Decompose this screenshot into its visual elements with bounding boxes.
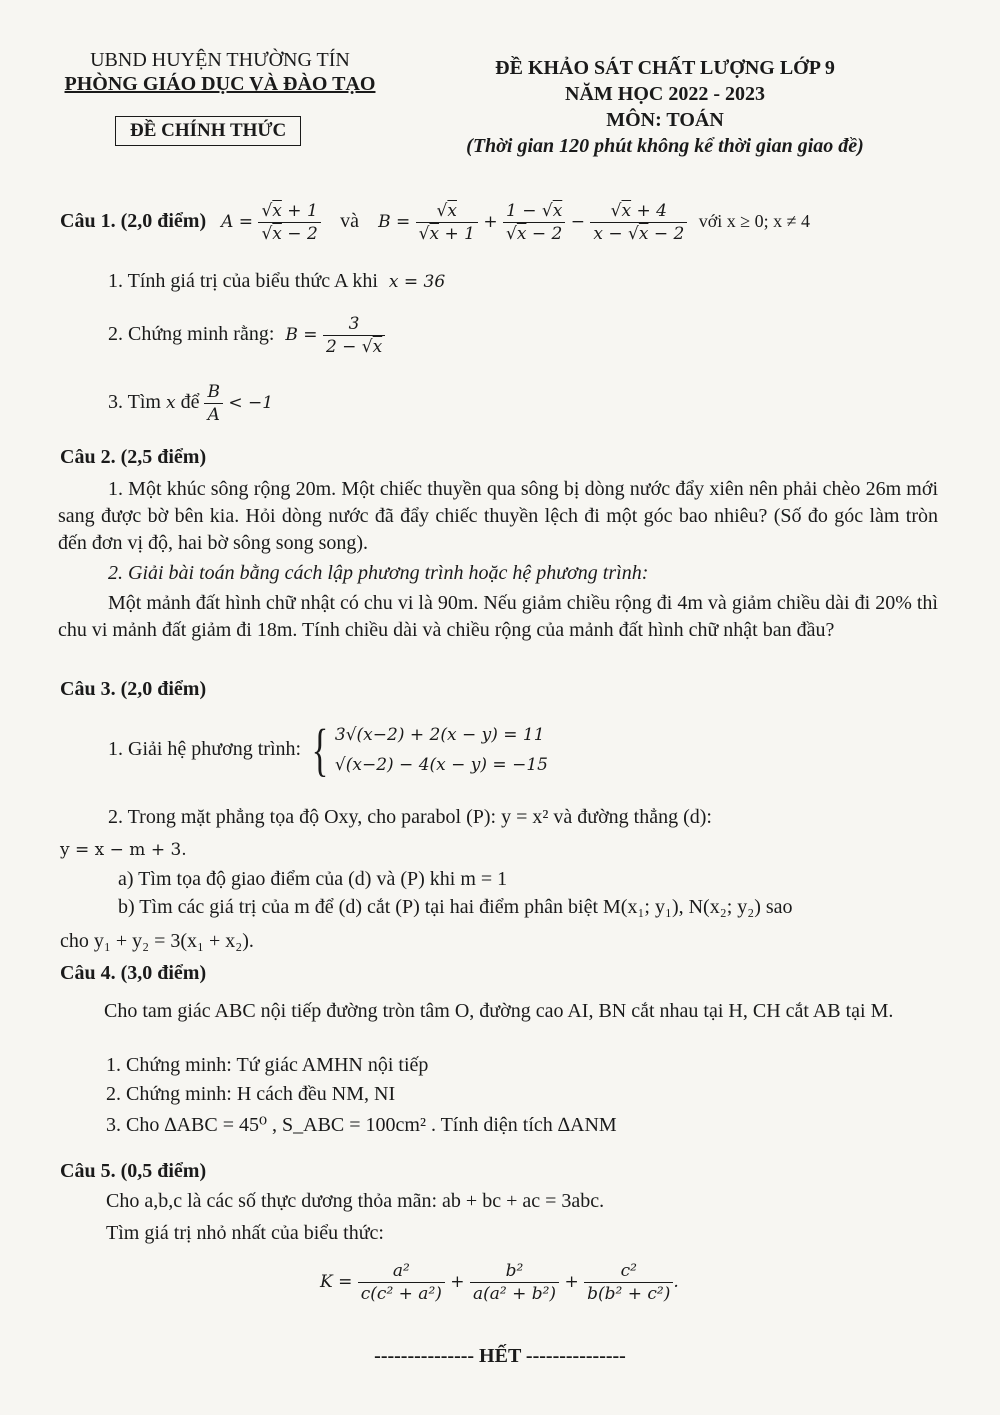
header-left bbox=[55, 48, 385, 96]
q5-title: Câu 5. (0,5 điểm) bbox=[60, 1160, 207, 1182]
frac-a: $\frac{√x + 1}{√x - 2}$ bbox=[258, 200, 320, 245]
expr-b: B = $\frac{√x}{√x + 1}$ + $\frac{1 - √x}{√x - 2}$ − $\frac{√x + 4}{x - √x - 2}$ bbox=[378, 212, 693, 232]
expr-b-proof: B = $\frac{3}{2 - √x}$ bbox=[285, 325, 385, 345]
q4-part3: 3. Cho ∆ABC = 45⁰ , S_ABC = 100cm² . Tính diện tích ∆ANM bbox=[106, 1114, 617, 1136]
header-right bbox=[445, 55, 885, 159]
q5-condition: Cho a,b,c là các số thực dương thỏa mãn: ab + bc + ac = 3abc. bbox=[106, 1190, 605, 1212]
q4-part2: 2. Chứng minh: H cách đều NM, NI bbox=[106, 1083, 396, 1105]
district-name: UBND HUYỆN THƯỜNG TÍN bbox=[90, 49, 350, 71]
q2-part1: 1. Một khúc sông rộng 20m. Một chiếc thuyền qua sông bị dòng nước đẩy xiên nên phải chèo 26m mới sang được bờ bên kia. Hỏi dòng nước đã đẩy chiếc thuyền lệch đi một góc bao nhiêu? (Số đo góc làm tròn đến đơn vị độ, hai bờ sông song song). bbox=[58, 478, 938, 554]
q4-title: Câu 4. (3,0 điểm) bbox=[60, 962, 207, 984]
q2-part2-title: 2. Giải bài toán bằng cách lập phương trình hoặc hệ phương trình: bbox=[108, 562, 649, 584]
time-note: (Thời gian 120 phút không kể thời gian giao đề) bbox=[466, 135, 864, 157]
q4-intro: Cho tam giác ABC nội tiếp đường tròn tâm O, đường cao AI, BN cắt nhau tại H, CH cắt AB tại M. bbox=[104, 1000, 894, 1022]
q3-part2b-cont: cho y₁ + y₂ = 3(x₁ + x₂). bbox=[60, 930, 254, 952]
department-name: PHÒNG GIÁO DỤC VÀ ĐÀO TẠO bbox=[64, 73, 376, 95]
exam-title: ĐỀ KHẢO SÁT CHẤT LƯỢNG LỚP 9 bbox=[495, 57, 835, 79]
expr-k: K = $\frac{\text{a²}}{\text{c(c² + a²)}}$ + $\frac{\text{b²}}{\text{a(a² + b²)}}$ + $\frac{\text{c²}}{\text{b(b² + c²)}}$ . bbox=[320, 1261, 679, 1304]
q3-part2b: b) Tìm các giá trị của m để (d) cắt (P) tại hai điểm phân biệt M(x₁; y₁), N(x₂; y₂) sao bbox=[118, 896, 793, 918]
equation-1: 3√(x−2) + 2(x − y) = 11 bbox=[334, 725, 545, 746]
q1-part2: 2. Chứng minh rằng: B = $\frac{3}{2 - √x}$ bbox=[108, 310, 385, 359]
line-d-equation: y = x − m + 3. bbox=[60, 840, 187, 860]
expr-a: A = $\frac{√x + 1}{√x - 2}$ bbox=[221, 212, 326, 232]
q3-part2a: a) Tìm tọa độ giao điểm của (d) và (P) khi m = 1 bbox=[118, 868, 508, 890]
q3-title: Câu 3. (2,0 điểm) bbox=[60, 678, 207, 700]
equation-2: √(x−2) − 4(x − y) = −15 bbox=[334, 755, 548, 776]
q5-task: Tìm giá trị nhỏ nhất của biểu thức: bbox=[106, 1222, 384, 1244]
equation-system bbox=[335, 720, 548, 780]
q4-part1: 1. Chứng minh: Tứ giác AMHN nội tiếp bbox=[106, 1054, 429, 1076]
q2-part2: Một mảnh đất hình chữ nhật có chu vi là 90m. Nếu giảm chiều rộng đi 4m và giảm chiều dài đi 20% thì chu vi mảnh đất giảm đi 18m. Tính chiều dài và chiều rộng của mảnh đất hình chữ nhật ban đầu? bbox=[58, 592, 938, 641]
q1-condition: với x ≥ 0; x ≠ 4 bbox=[698, 211, 810, 231]
official-label: ĐỀ CHÍNH THỨC bbox=[115, 116, 301, 146]
school-year: NĂM HỌC 2022 - 2023 bbox=[565, 83, 765, 105]
q1-part3: 3. Tìm x để $\frac{B}{A}$ < −1 bbox=[108, 382, 274, 425]
q1-title: Câu 1. (2,0 điểm) bbox=[60, 210, 207, 232]
q1-and: và bbox=[340, 210, 360, 232]
q3-part1: 1. Giải hệ phương trình: { 3√(x−2) + 2(x − y) = 11 √(x−2) − 4(x − y) = −15 bbox=[108, 717, 548, 783]
q1-statement bbox=[60, 196, 810, 247]
q2-title: Câu 2. (2,5 điểm) bbox=[60, 446, 207, 468]
q1-part1: 1. Tính giá trị của biểu thức A khi x = 36 bbox=[108, 270, 446, 292]
q3-part2: 2. Trong mặt phẳng tọa độ Oxy, cho parabol (P): y = x² và đường thẳng (d): bbox=[108, 806, 712, 828]
system-brace: { bbox=[311, 717, 329, 783]
end-marker: --------------- HẾT --------------- bbox=[374, 1345, 626, 1367]
subject: MÔN: TOÁN bbox=[606, 109, 724, 131]
